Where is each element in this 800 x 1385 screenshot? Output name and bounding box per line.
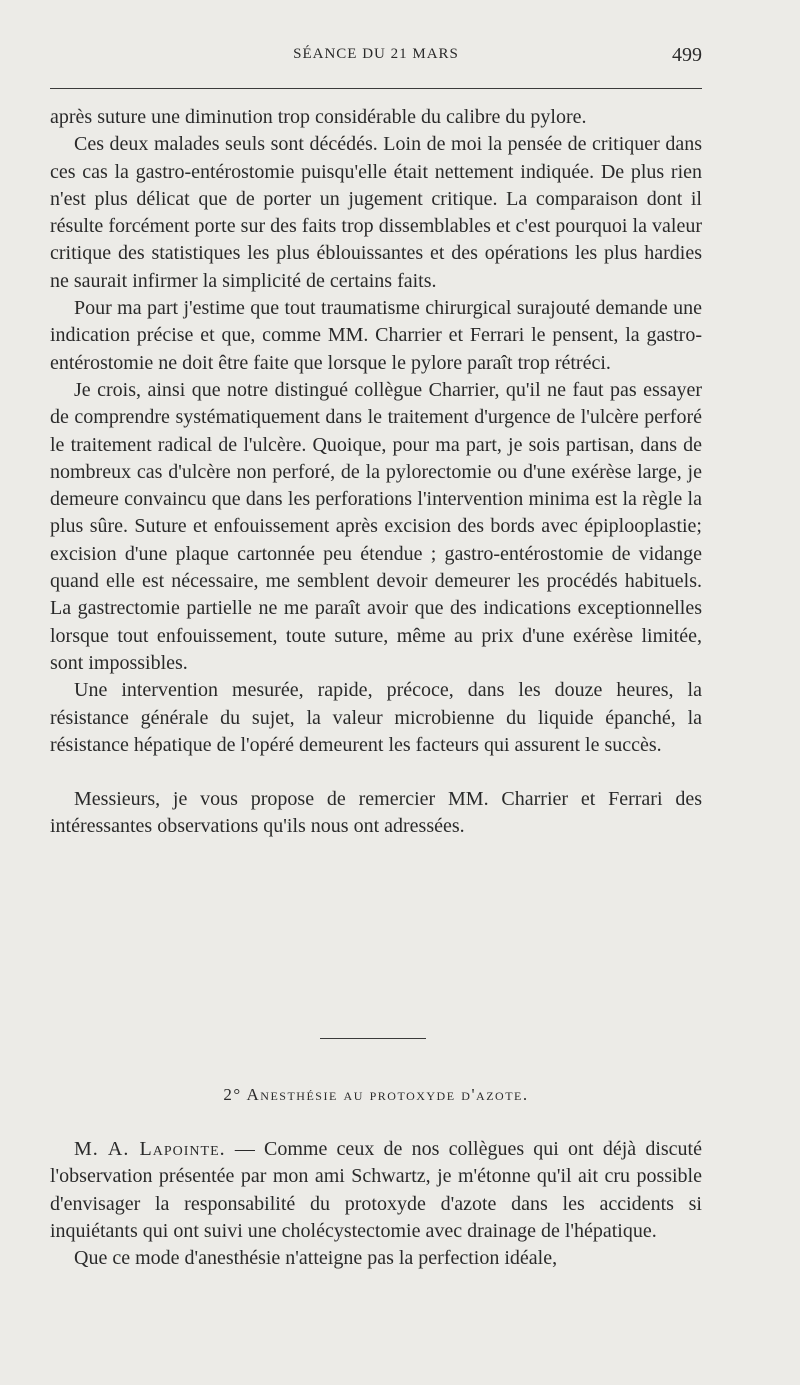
speaker-text: — Comme ceux de nos collègues qui ont déjà discuté l'observation présentée par mon ami Schwartz, je m'étonne qu'il ait cru possible d'envisager la responsabilité du protoxyde d'azote dans les accidents si inquiétants qui ont suivi une cholécystectomie avec drainage de l'hépatique. xyxy=(50,1138,702,1242)
paragraph: Je crois, ainsi que notre distingué collègue Charrier, qu'il ne faut pas essayer de comprendre systématiquement dans le traitement d'urgence de l'ulcère perforé le traitement radical de l'ulcère. Quoique, pour ma part, je sois partisan, dans de nombreux cas d'ulcère non perforé, de la pylorectomie ou d'une exérèse large, je demeure convaincu que dans les perforations l'intervention minima est la règle la plus sûre. Suture et enfouissement après excision des bords avec épiplooplastie; excision d'une plaque cartonnée peu étendue ; gastro-entérostomie de vidange quand elle est nécessaire, me semblent devoir demeurer les procédés habituels. La gastrectomie partielle ne me paraît avoir que des indications exceptionnelles lorsque tout enfouissement, toute suture, même au prix d'une exérèse limitée, sont impossibles. xyxy=(50,378,702,674)
paragraph: Une intervention mesurée, rapide, précoce, dans les douze heures, la résistance générale du sujet, la valeur microbienne du liquide épanché, la résistance hépatique de l'opéré demeurent les facteurs qui assurent le succès. xyxy=(50,679,702,756)
paragraph-continuation: après suture une diminution trop considérable du calibre du pylore. xyxy=(50,106,587,128)
header-rule xyxy=(50,88,702,89)
paragraph xyxy=(50,1136,702,1245)
paragraph: Que ce mode d'anesthésie n'atteigne pas la perfection idéale, xyxy=(74,1247,558,1270)
page-header xyxy=(50,46,702,70)
paragraph-conclusion: Messieurs, je vous propose de remercier MM. Charrier et Ferrari des intéressantes observations qu'ils nous ont adressées. xyxy=(50,788,702,838)
section-heading: 2° Anesthésie au protoxyde d'azote. xyxy=(223,1085,529,1104)
section-text xyxy=(50,1136,702,1272)
section-divider xyxy=(320,1038,426,1039)
speaker-name: M. A. Lapointe. xyxy=(74,1138,226,1160)
page-number: 499 xyxy=(672,44,702,66)
running-title: SÉANCE DU 21 MARS xyxy=(293,46,459,62)
main-text xyxy=(50,104,702,841)
paragraph: Ces deux malades seuls sont décédés. Loin de moi la pensée de critiquer dans ces cas la gastro-entérostomie puisqu'elle était nettement indiquée. De plus rien n'est plus délicat que de porter un jugement critique. La comparaison dont il résulte forcément porte sur des faits trop dissemblables et c'est pourquoi la valeur critique des statistiques les plus éblouissantes et des opérations les plus hardies ne saurait infirmer la simplicité de certains faits. xyxy=(50,133,702,292)
paragraph: Pour ma part j'estime que tout traumatisme chirurgical surajouté demande une indication précise et que, comme MM. Charrier et Ferrari le pensent, la gastro-entérostomie ne doit être faite que lorsque le pylore paraît trop rétréci. xyxy=(50,297,702,374)
